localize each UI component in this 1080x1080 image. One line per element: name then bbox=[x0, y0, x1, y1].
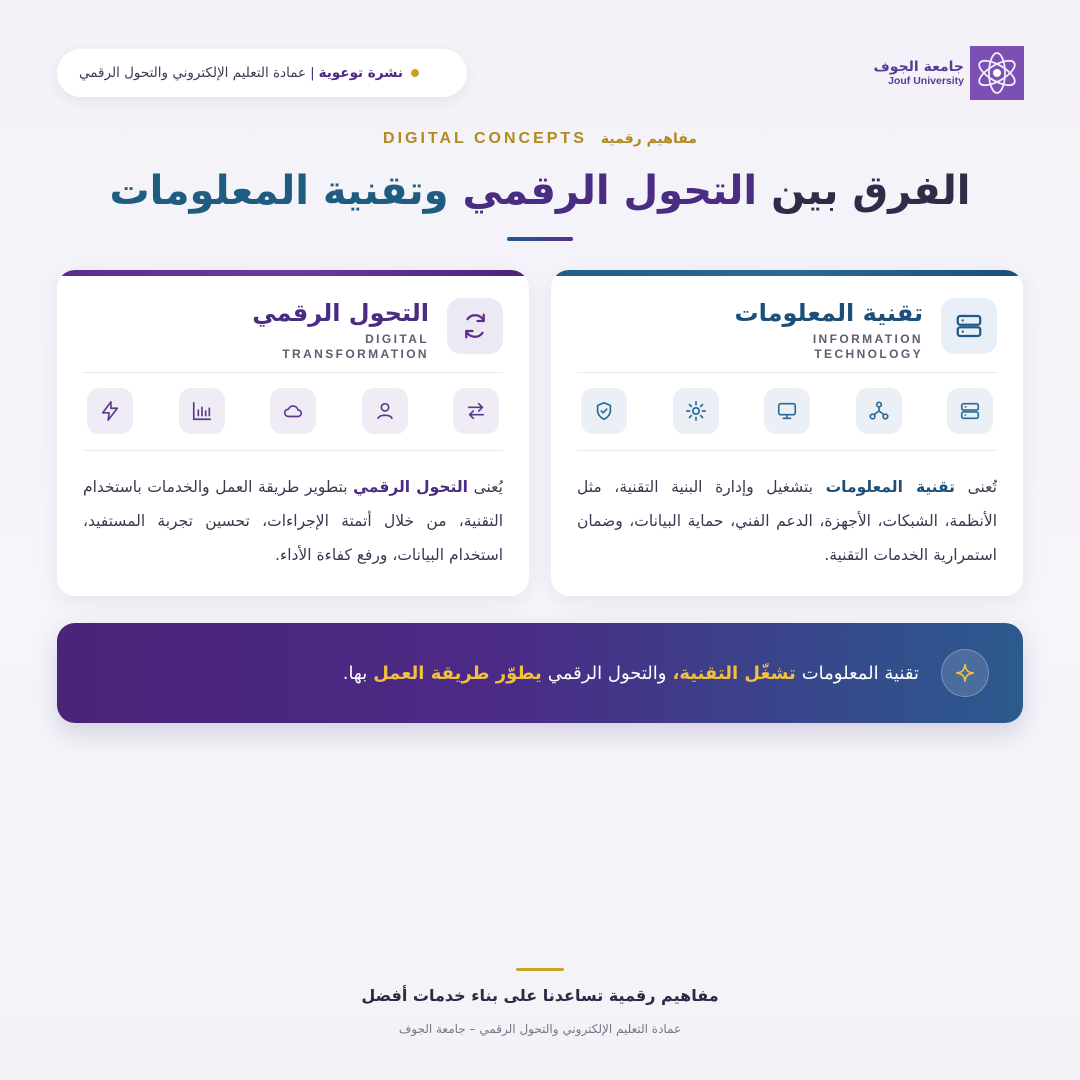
lightning-icon bbox=[87, 388, 133, 434]
divider bbox=[577, 372, 997, 373]
banner-t1: تقنية المعلومات bbox=[801, 662, 919, 684]
server-icon bbox=[941, 298, 997, 354]
card-subtitle-1: INFORMATION bbox=[812, 332, 923, 346]
body-bold: التحول الرقمي bbox=[353, 478, 468, 496]
logo-arabic: جامعة الجوف bbox=[873, 58, 964, 75]
card-title: تقنية المعلومات bbox=[734, 299, 923, 327]
refresh-icon bbox=[447, 298, 503, 354]
server-icon bbox=[947, 388, 993, 434]
card-digital-transformation bbox=[57, 270, 529, 596]
monitor-icon bbox=[764, 388, 810, 434]
summary-banner bbox=[57, 623, 1023, 723]
icon-row bbox=[581, 388, 993, 436]
card-header bbox=[83, 298, 503, 362]
page-title bbox=[0, 168, 1080, 214]
card-description bbox=[577, 470, 997, 572]
atom-logo-icon bbox=[970, 46, 1024, 100]
title-underline bbox=[507, 237, 573, 241]
card-title: التحول الرقمي bbox=[252, 299, 429, 327]
title-part2: التحول الرقمي bbox=[462, 168, 758, 214]
university-logo bbox=[874, 46, 1024, 100]
card-header bbox=[577, 298, 997, 362]
footer-accent bbox=[516, 968, 564, 971]
card-information-technology bbox=[551, 270, 1023, 596]
pill-separator: | bbox=[310, 65, 315, 81]
body-post: بتشغيل وإدارة البنية التقنية، مثل الأنظمة، الشبكات، الأجهزة، الدعم الفني، حماية البيانات، وضمان استمرارية الخدمات التقنية. bbox=[577, 478, 997, 564]
pill-text bbox=[79, 65, 403, 81]
card-description bbox=[83, 470, 503, 572]
body-pre: تُعنى bbox=[967, 478, 997, 496]
body-bold: تقنية المعلومات bbox=[825, 478, 955, 496]
cloud-icon bbox=[270, 388, 316, 434]
footer-subtitle: عمادة التعليم الإلكتروني والتحول الرقمي – جامعة الجوف bbox=[398, 1022, 682, 1036]
pill-dept: عمادة التعليم الإلكتروني والتحول الرقمي bbox=[79, 65, 307, 81]
network-icon bbox=[856, 388, 902, 434]
kicker-arabic: مفاهيم رقمية bbox=[600, 131, 697, 147]
swap-icon bbox=[453, 388, 499, 434]
logo-text bbox=[874, 59, 964, 87]
sparkle-icon bbox=[941, 649, 989, 697]
banner-t3: بها. bbox=[342, 662, 368, 684]
gold-dot-icon bbox=[411, 69, 419, 77]
footer-title: مفاهيم رقمية تساعدنا على بناء خدمات أفضل bbox=[361, 986, 719, 1005]
divider bbox=[83, 450, 503, 451]
card-topbar bbox=[57, 270, 529, 276]
body-post: بتطوير طريقة العمل والخدمات باستخدام التقنية، من خلال أتمتة الإجراءات، تحسين تجربة المستفيد، استخدام البيانات، ورفع كفاءة الأداء. bbox=[83, 478, 503, 564]
banner-message bbox=[343, 663, 919, 684]
card-subtitle-2: TECHNOLOGY bbox=[814, 347, 923, 361]
kicker bbox=[0, 130, 1080, 148]
logo-english: Jouf University bbox=[888, 75, 964, 88]
pill-label: نشرة توعوية bbox=[318, 65, 403, 81]
banner-h1: تشغّل التقنية، bbox=[672, 662, 796, 684]
bar-chart-icon bbox=[179, 388, 225, 434]
user-icon bbox=[362, 388, 408, 434]
title-part1: الفرق بين bbox=[771, 168, 971, 214]
gear-icon bbox=[673, 388, 719, 434]
banner-t2: والتحول الرقمي bbox=[547, 662, 667, 684]
body-pre: يُعنى bbox=[473, 478, 503, 496]
divider bbox=[577, 450, 997, 451]
card-topbar bbox=[551, 270, 1023, 276]
card-subtitle-1: DIGITAL bbox=[365, 332, 429, 346]
title-part3: وتقنية المعلومات bbox=[109, 168, 449, 214]
kicker-english: DIGITAL CONCEPTS bbox=[383, 130, 587, 147]
banner-h2: يطوّر طريقة العمل bbox=[373, 662, 542, 684]
icon-row bbox=[87, 388, 499, 436]
divider bbox=[83, 372, 503, 373]
shield-check-icon bbox=[581, 388, 627, 434]
card-subtitle-2: TRANSFORMATION bbox=[282, 347, 429, 361]
newsletter-pill bbox=[57, 49, 467, 97]
